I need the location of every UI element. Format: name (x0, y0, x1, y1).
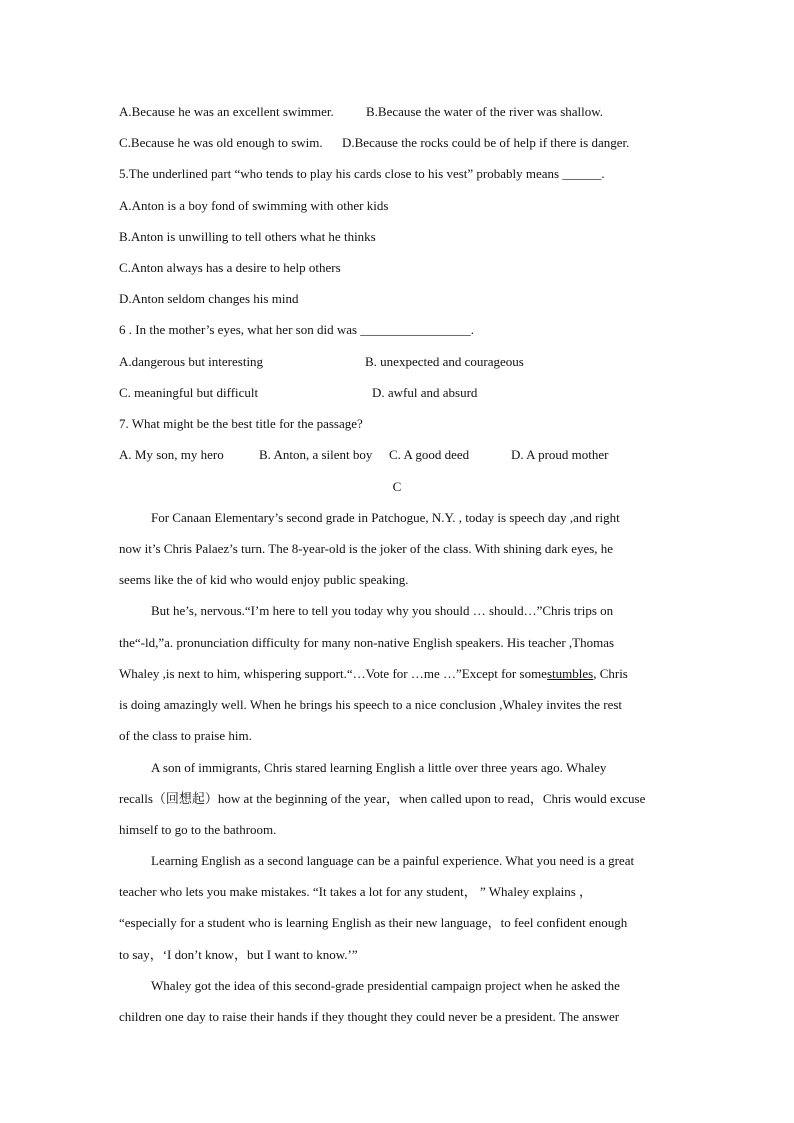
q7-option-c: C. A good deed (389, 447, 470, 462)
section-heading: C (392, 479, 402, 494)
passage-text: A son of immigrants, Chris stared learning English a little over three years ago. Whaley (151, 760, 607, 775)
q4-option-a: A.Because he was an excellent swimmer. (119, 104, 334, 119)
passage-p2-line5 (119, 728, 674, 744)
underlined-word: stumbles (546, 666, 594, 681)
passage-text: the“-ld,”a. pronunciation difficulty for many non-native English speakers. His teacher ,Thomas (119, 635, 615, 650)
passage-p5-line2 (119, 1009, 674, 1025)
passage-text: to say，‘I don’t know，but I want to know.’” (119, 947, 358, 962)
passage-p2-line2 (119, 635, 674, 651)
passage-text: But he’s, nervous.“I’m here to tell you today why you should … should…”Chris trips on (151, 603, 614, 618)
passage-p4-line3 (119, 915, 674, 931)
q6-option-b: B. unexpected and courageous (365, 354, 524, 369)
q7-stem: 7. What might be the best title for the passage? (119, 416, 363, 431)
passage-text: Whaley ,is next to him, whispering support.“…Vote for …me …”Except for some (119, 666, 547, 681)
passage-p3-line1 (151, 760, 674, 776)
q4-option-b: B.Because the water of the river was shallow. (366, 104, 604, 119)
passage-text: recalls（回想起）how at the beginning of the year，when called upon to read，Chris would excuse (119, 791, 646, 806)
passage-p5-line1 (151, 978, 674, 994)
q5-option-b: B.Anton is unwilling to tell others what he thinks (119, 229, 376, 244)
q4-option-c: C.Because he was old enough to swim. (119, 135, 323, 150)
q6-option-d: D. awful and absurd (372, 385, 478, 400)
q5-stem: 5.The underlined part “who tends to play his cards close to his vest” probably means ______. (119, 166, 605, 181)
q5-option-a: A.Anton is a boy fond of swimming with other kids (119, 198, 389, 213)
passage-text: of the class to praise him. (119, 728, 252, 743)
q7-option-a: A. My son, my hero (119, 447, 224, 462)
q6-option-a: A.dangerous but interesting (119, 354, 264, 369)
passage-p4-line1 (151, 853, 674, 869)
q7-option-d: D. A proud mother (511, 447, 609, 462)
q6-stem: 6 . In the mother’s eyes, what her son did was _________________. (119, 322, 475, 337)
q4-option-d: D.Because the rocks could be of help if there is danger. (342, 135, 630, 150)
passage-text: himself to go to the bathroom. (119, 822, 277, 837)
q6-option-c: C. meaningful but difficult (119, 385, 259, 400)
passage-p3-line2 (119, 791, 674, 807)
passage-p1-line3 (119, 572, 674, 588)
passage-text: For Canaan Elementary’s second grade in Patchogue, N.Y. , today is speech day ,and right (151, 510, 620, 525)
passage-text: “especially for a student who is learning English as their new language，to feel confident enough (119, 915, 628, 930)
passage-text: Whaley got the idea of this second-grade presidential campaign project when he asked the (151, 978, 620, 993)
passage-text: is doing amazingly well. When he brings his speech to a nice conclusion ,Whaley invites the rest (119, 697, 623, 712)
passage-p3-line3 (119, 822, 674, 838)
passage-text: teacher who lets you make mistakes. “It takes a lot for any student， ” Whaley explains ， (119, 884, 593, 899)
passage-text: seems like the of kid who would enjoy public speaking. (119, 572, 409, 587)
q5-option-c: C.Anton always has a desire to help others (119, 260, 341, 275)
passage-p2-line3 (119, 666, 674, 682)
q7-option-b: B. Anton, a silent boy (259, 447, 373, 462)
passage-p4-line4 (119, 947, 674, 963)
passage-p2-line1 (151, 603, 674, 619)
q5-option-d: D.Anton seldom changes his mind (119, 291, 299, 306)
passage-p1-line2 (119, 541, 674, 557)
passage-p4-line2 (119, 884, 674, 900)
passage-text: children one day to raise their hands if they thought they could never be a president. The answer (119, 1009, 620, 1024)
passage-text: now it’s Chris Palaez’s turn. The 8-year-old is the joker of the class. With shining dark eyes, he (119, 541, 614, 556)
passage-p2-line4 (119, 697, 674, 713)
passage-text: , Chris (593, 666, 628, 681)
passage-text: Learning English as a second language can be a painful experience. What you need is a great (151, 853, 635, 868)
passage-p1-line1 (151, 510, 674, 526)
